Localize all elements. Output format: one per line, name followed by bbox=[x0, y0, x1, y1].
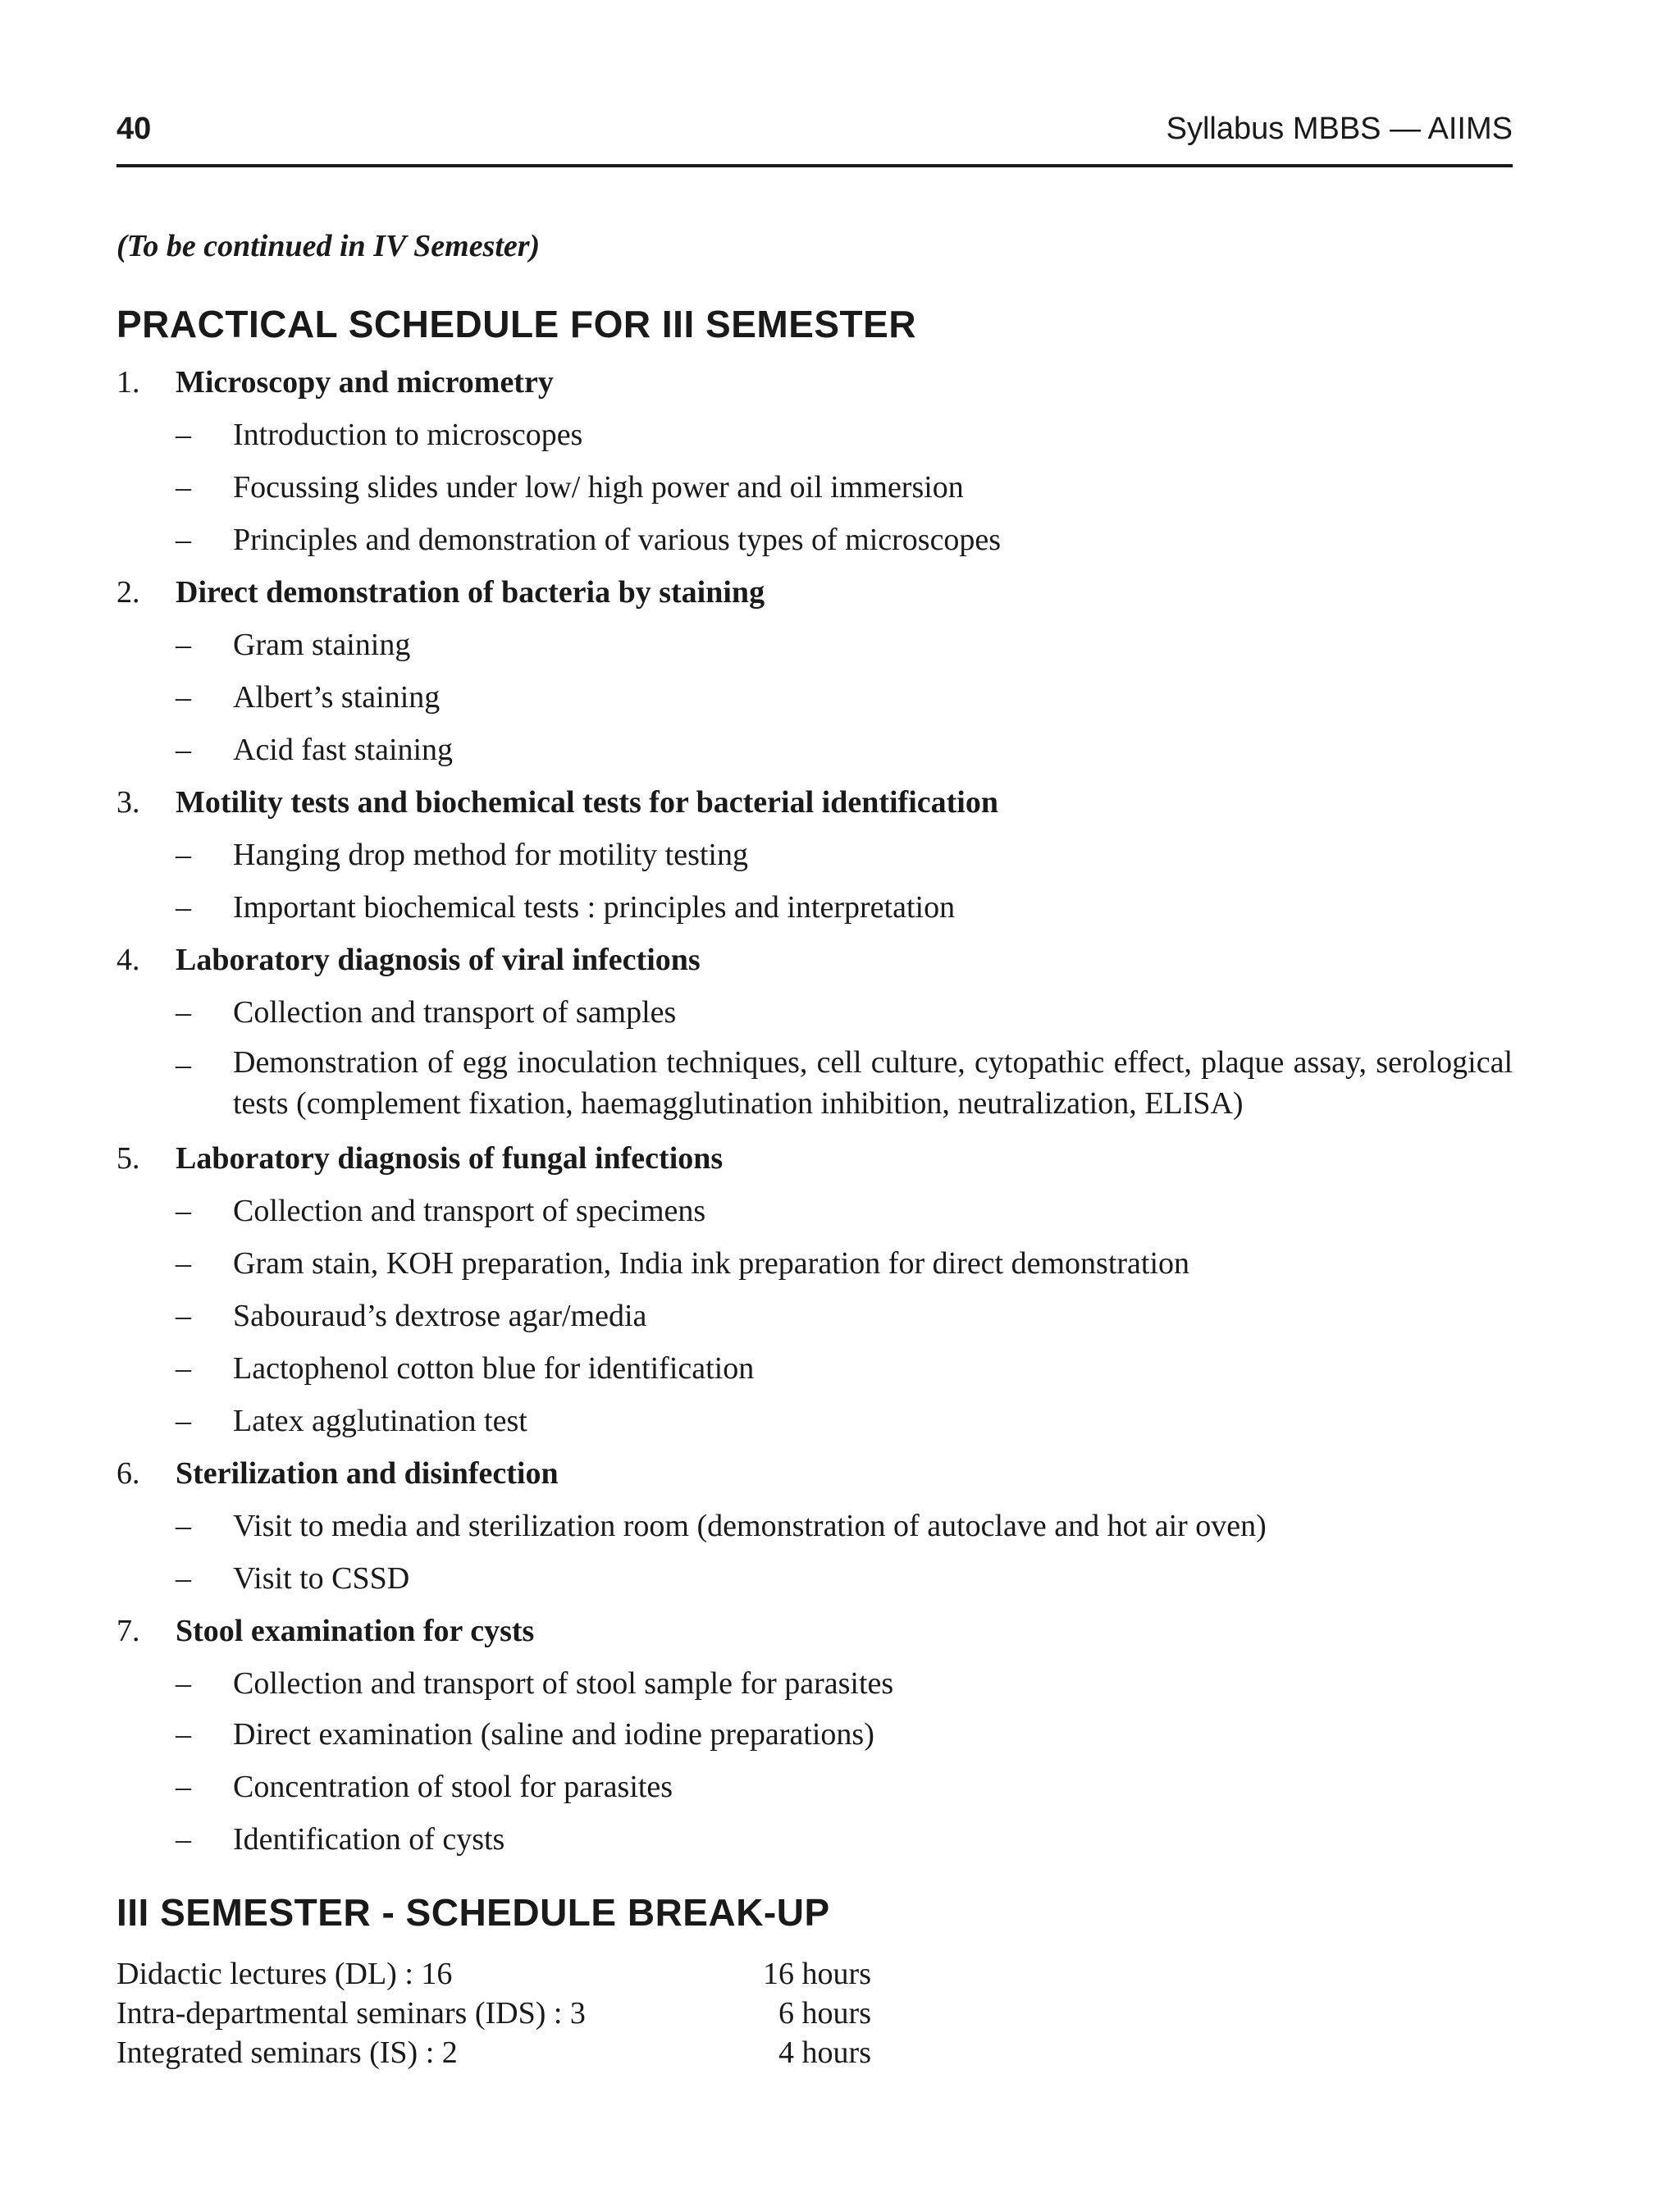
dash-bullet: – bbox=[176, 1666, 191, 1701]
dash-bullet: – bbox=[176, 680, 191, 715]
item-number: 4. bbox=[116, 943, 140, 977]
sub-item-text: Albert’s staining bbox=[233, 680, 441, 715]
item-number: 1. bbox=[116, 365, 140, 400]
sub-item-text: Collection and transport of specimens bbox=[233, 1194, 706, 1228]
dash-bullet: – bbox=[176, 1194, 191, 1228]
item-topic: Stool examination for cysts bbox=[176, 1614, 535, 1648]
dash-bullet: – bbox=[176, 1561, 191, 1596]
item-topic: Direct demonstration of bacteria by staining bbox=[176, 575, 765, 610]
breakup-value: 6 hours bbox=[778, 1996, 871, 2031]
item-topic: Microscopy and micrometry bbox=[176, 365, 554, 400]
dash-bullet: – bbox=[176, 1299, 191, 1333]
breakup-value: 4 hours bbox=[778, 2035, 871, 2070]
sub-item-text: Latex agglutination test bbox=[233, 1404, 527, 1438]
sub-item-text: Identification of cysts bbox=[233, 1822, 505, 1857]
breakup-value: 16 hours bbox=[763, 1957, 871, 1991]
sub-item-text: Gram staining bbox=[233, 628, 411, 662]
item-number: 5. bbox=[116, 1141, 140, 1176]
sub-item-text: Important biochemical tests : principles and interpretation bbox=[233, 890, 956, 925]
item-number: 6. bbox=[116, 1456, 140, 1491]
sub-item-text: Sabouraud’s dextrose agar/media bbox=[233, 1299, 647, 1333]
sub-item-text: Collection and transport of samples bbox=[233, 995, 677, 1030]
dash-bullet: – bbox=[176, 838, 191, 872]
dash-bullet: – bbox=[176, 470, 191, 505]
sub-item-text: Gram stain, KOH preparation, India ink preparation for direct demonstration bbox=[233, 1246, 1190, 1281]
item-number: 7. bbox=[116, 1614, 140, 1648]
sub-item-text: Demonstration of egg inoculation techniques, cell culture, cytopathic effect, plaque assay, serological tests (complement fixation, haemagglutination inhibition, neutralization, ELISA) bbox=[233, 1045, 1513, 1121]
item-number: 2. bbox=[116, 575, 140, 610]
dash-bullet: – bbox=[176, 1351, 191, 1386]
sub-item-text: Direct examination (saline and iodine preparations) bbox=[233, 1717, 874, 1752]
sub-item-text: Collection and transport of stool sample for parasites bbox=[233, 1666, 894, 1701]
sub-item-text: Focussing slides under low/ high power and oil immersion bbox=[233, 470, 964, 505]
dash-bullet: – bbox=[176, 1822, 191, 1857]
breakup-label: Intra-departmental seminars (IDS) : 3 bbox=[116, 1996, 586, 2031]
item-topic: Laboratory diagnosis of viral infections bbox=[176, 943, 701, 977]
item-number: 3. bbox=[116, 785, 140, 820]
sub-item-text: Hanging drop method for motility testing bbox=[233, 838, 748, 872]
dash-bullet: – bbox=[176, 1246, 191, 1281]
dash-bullet: – bbox=[176, 1717, 191, 1752]
dash-bullet: – bbox=[176, 523, 191, 557]
breakup-label: Didactic lectures (DL) : 16 bbox=[116, 1957, 453, 1991]
sub-item-text: Introduction to microscopes bbox=[233, 418, 583, 452]
breakup-label: Integrated seminars (IS) : 2 bbox=[116, 2035, 458, 2070]
sub-item-text: Visit to media and sterilization room (demonstration of autoclave and hot air oven) bbox=[233, 1509, 1267, 1543]
sub-item-text: Visit to CSSD bbox=[233, 1561, 410, 1596]
sub-item-text: Concentration of stool for parasites bbox=[233, 1770, 673, 1804]
item-topic: Laboratory diagnosis of fungal infections bbox=[176, 1141, 724, 1176]
continued-note: (To be continued in IV Semester) bbox=[116, 229, 541, 263]
dash-bullet: – bbox=[176, 1509, 191, 1543]
sub-item-text: Lactophenol cotton blue for identification bbox=[233, 1351, 755, 1386]
page-number: 40 bbox=[116, 112, 152, 146]
item-topic: Sterilization and disinfection bbox=[176, 1456, 559, 1491]
dash-bullet: – bbox=[176, 890, 191, 925]
practical-schedule-title: PRACTICAL SCHEDULE FOR III SEMESTER bbox=[116, 303, 917, 345]
sub-item-text: Acid fast staining bbox=[233, 733, 454, 767]
running-head: Syllabus MBBS — AIIMS bbox=[1166, 112, 1513, 146]
dash-bullet: – bbox=[176, 995, 191, 1030]
dash-bullet: – bbox=[176, 733, 191, 767]
dash-bullet: – bbox=[176, 418, 191, 452]
schedule-breakup-title: III SEMESTER - SCHEDULE BREAK-UP bbox=[116, 1891, 830, 1934]
item-topic: Motility tests and biochemical tests for bacterial identification bbox=[176, 785, 998, 820]
page-header bbox=[116, 107, 1513, 167]
dash-bullet: – bbox=[176, 1404, 191, 1438]
sub-item-text: Principles and demonstration of various types of microscopes bbox=[233, 523, 1002, 557]
dash-bullet: – bbox=[176, 1770, 191, 1804]
dash-bullet: – bbox=[176, 628, 191, 662]
dash-bullet: – bbox=[176, 1048, 191, 1082]
